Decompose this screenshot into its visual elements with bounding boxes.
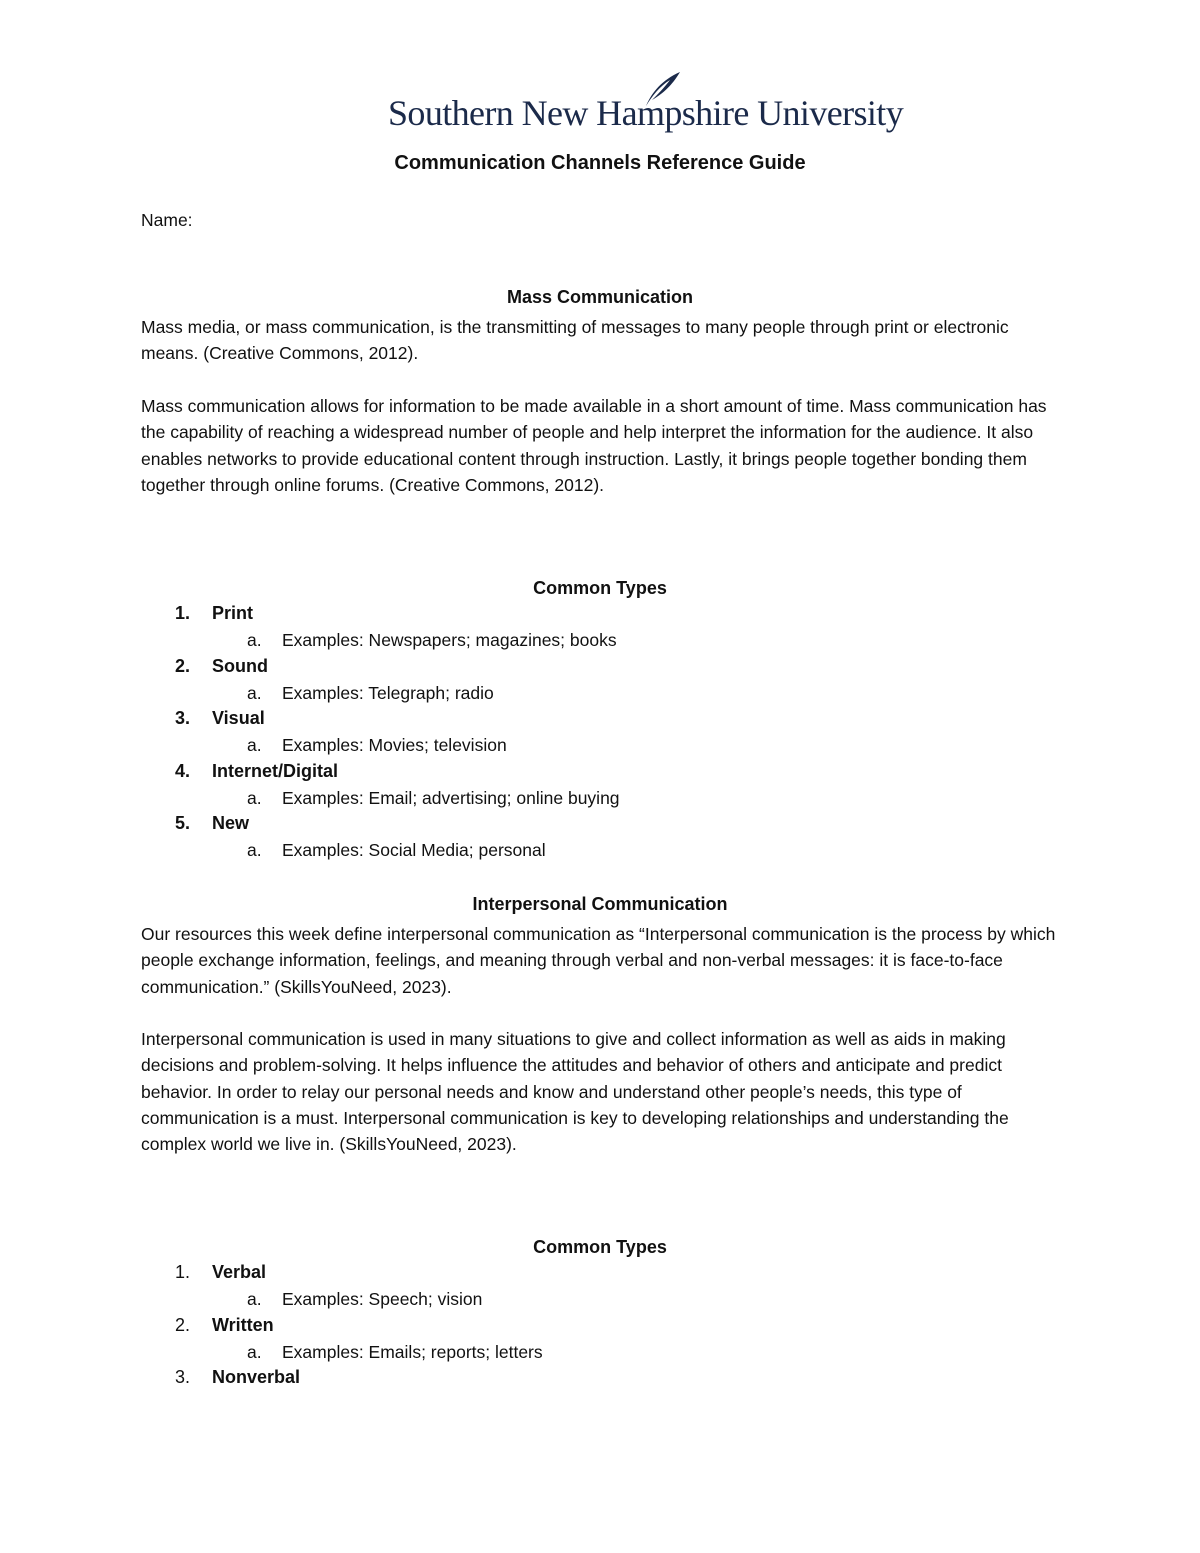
type-name: New (212, 813, 250, 833)
type-name: Sound (212, 655, 268, 676)
list-item (141, 656, 1041, 709)
type-examples: Examples: Movies; television (282, 735, 507, 755)
mass-types-list (141, 603, 1041, 866)
sub-letter: a. (247, 1289, 262, 1309)
list-number: 4. (175, 760, 191, 781)
interpersonal-communication-definition: Our resources this week define interpersonal communication as “Interpersonal communication is the process by which people exchange information, feelings, and meaning through verbal and non-verbal messages: it is face-to-face communication.” (SkillsYouNeed, 2023). (141, 924, 1056, 997)
type-name: Written (212, 1314, 274, 1335)
mass-communication-description: Mass communication allows for information to be made available in a short amount of time. Mass communication has the capability of reaching a widespread number of people and help interpret the information for the audience. It also enables networks to provide educational content through instruction. Lastly, it brings people together bonding them together through online forums. (Creative Commons, 2012). (141, 396, 1047, 495)
list-number: 2. (175, 1314, 191, 1335)
type-examples: Examples: Telegraph; radio (282, 682, 494, 703)
name-label: Name: (141, 210, 193, 230)
mass-communication-heading: Mass Communication (506, 287, 694, 307)
mass-common-types-heading: Common Types (533, 578, 667, 598)
sub-letter: a. (247, 1341, 262, 1362)
interpersonal-communication-description: Interpersonal communication is used in many situations to give and collect information as well as aids in making decisions and problem-solving. It helps influence the attitudes and behavior of others and anticipate and predict behavior. In order to relay our personal needs and know and understand other people’s needs, this type of communication is a must. Interpersonal communication is key to developing relationships and understanding the complex world we live in. (SkillsYouNeed, 2023). (141, 1029, 1009, 1155)
list-item (141, 761, 1041, 814)
type-examples: Examples: Email; advertising; online buying (282, 787, 620, 808)
interpersonal-communication-heading: Interpersonal Communication (472, 894, 728, 914)
list-number: 2. (175, 655, 191, 676)
type-name: Visual (212, 708, 265, 728)
list-item (141, 1367, 1041, 1420)
sub-letter: a. (247, 735, 262, 755)
type-examples: Examples: Speech; vision (282, 1289, 483, 1309)
type-name: Verbal (212, 1262, 267, 1282)
type-name: Print (212, 603, 254, 623)
type-examples: Examples: Emails; reports; letters (282, 1341, 543, 1362)
type-name: Nonverbal (212, 1367, 301, 1387)
type-examples: Examples: Social Media; personal (282, 840, 546, 860)
mass-communication-definition: Mass media, or mass communication, is the transmitting of messages to many people through print or electronic means. (Creative Commons, 2012). (141, 317, 1009, 364)
list-number: 3. (175, 1367, 191, 1387)
logo-wordmark: Southern New Hampshire University (388, 93, 904, 133)
sub-letter: a. (247, 840, 262, 860)
list-number: 1. (175, 603, 191, 623)
interpersonal-common-types-heading: Common Types (533, 1237, 667, 1257)
page-title: Communication Channels Reference Guide (394, 152, 806, 174)
university-logo (388, 70, 904, 136)
interpersonal-types-list (141, 1262, 1041, 1420)
sub-letter: a. (247, 630, 262, 650)
type-examples: Examples: Newspapers; magazines; books (282, 630, 617, 650)
list-number: 5. (175, 813, 191, 833)
list-item (141, 1315, 1041, 1368)
list-number: 3. (175, 708, 191, 728)
sub-letter: a. (247, 682, 262, 703)
list-item (141, 813, 1041, 866)
list-item (141, 603, 1041, 656)
list-item (141, 708, 1041, 761)
type-name: Internet/Digital (212, 760, 339, 781)
list-item (141, 1262, 1041, 1315)
list-number: 1. (175, 1262, 191, 1282)
sub-letter: a. (247, 787, 262, 808)
